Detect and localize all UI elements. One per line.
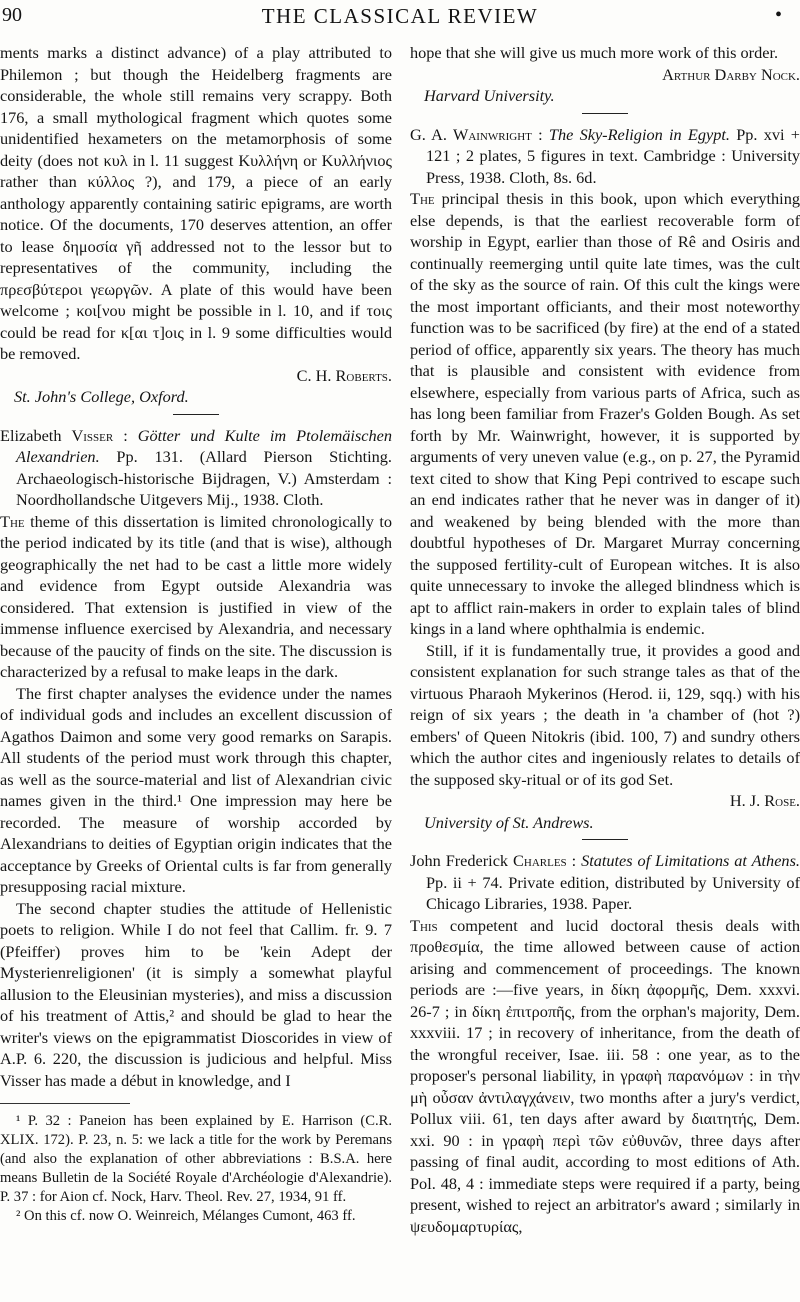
paragraph-text: competent and lucid doctoral thesis deals with προθεσμία, the time allowed between cause of action arising and commencement of proceedings. The known periods are :—five years, in δίκη ἀφορμῆς, Dem. xxxvi. 26-7 ; in δίκη ἐπιτροπῆς, from the orphan's majority, Dem. xxxviii. 17 ; in recovery of inheritance, from the death of the wrongful receiver, Isae. iii. 58 : one year, as to the proposer's personal liability, in γραφὴ παρανόμων : in τὴν μὴ οὖσαν ἀντιλαγχάνειν, two months after a jury's verdict, Pollux viii. 61, ten days after award by διαιτητής, Dem. xxi. 90 : in γραφὴ περὶ τῶν εὐθυνῶν, three days after passing of final audit, according to most editions of Ath. Pol. 48, 4 : immediate steps were required if a party, being present, wished to reject an arbitrator's award ; similarly in ψευδομαρτυρίας, <box>410 915 800 1236</box>
paragraph-first-chapter: The first chapter analyses the evidence under the names of individual gods and includes an excellent discussion of Agathos Daimon and some very good remarks on Sarapis. All students of the period must work through this chapter, as well as the source-material and list of Alexandrian civic names given in the third.¹ One impression may here be recorded. The measure of worship accorded by Alexandrians to deities of Egyptian origin indicates that the acceptance by Greeks of Oriental cults is far from generally presupposing racial mixture. <box>0 683 392 896</box>
review-author-first: Elizabeth <box>0 425 62 445</box>
affiliation-harvard: Harvard University. <box>424 86 555 105</box>
section-divider <box>582 839 628 840</box>
footnote-divider <box>0 1103 130 1104</box>
affiliation-st-andrews: University of St. Andrews. <box>424 812 594 832</box>
review-title: Götter und Kulte im Ptolemäischen Alexandrien. <box>16 425 392 466</box>
right-column <box>410 42 800 1237</box>
affiliation-st-johns: St. John's College, Oxford. <box>14 387 189 406</box>
signature-nock: Arthur Darby Nock. <box>662 64 800 84</box>
lead-word: The <box>0 511 25 531</box>
signature-rose: H. J. Rose. <box>729 791 800 810</box>
paragraph-still: Still, if it is fundamentally true, it provides a good and consistent explanation for such strange tales as that of the virtuous Pharaoh Mykerinos (Herod. ii, 129, sqq.) with his reign of six years ; the death in 'a chamber of (hot ?) embers' of Queen Nitokris (ibid. 100, 7) and sundry others which the author cites and ingeniously relates to details of the supposed sky-ritual or of its god Set. <box>410 640 800 789</box>
review-publication: Pp. ii + 74. Private edition, distributed by University of Chicago Libraries, 1938. Paper. <box>426 872 800 913</box>
review-title: Statutes of Limitations at Athens. <box>581 851 800 870</box>
review-publication: Pp. xvi + 121 ; 2 plates, 5 figures in text. Cambridge : University Press, 1938. Cloth, 8s. 6d. <box>426 124 800 187</box>
review-author-last: Charles <box>513 851 567 870</box>
footnote-1: ¹ P. 32 : Paneion has been explained by E. Harrison (C.R. XLIX. 172). P. 23, n. 5: we lack a title for the work by Peremans (and also the explanation of other abbreviations : B.S.A. here means Bulletin de la Société Royale d'Archéologie d'Alexandrie). P. 37 : for Aion cf. Nock, Harv. Theol. Rev. 27, 1934, 91 ff. <box>0 1113 392 1205</box>
paragraph-text: principal thesis in this book, upon which everything else depends, is that the earliest recoverable form of worship in Egypt, earlier than those of Rê and Osiris and continually reemerging until quite late times, was the cult of the sky as the source of rain. Of this cult the kings were the most important officiants, and their most noteworthy function was to be sacrificed (by fire) at the end of a stated period of office, apparently six years. The theory has much that is plausible and consistent with evidence from elsewhere, especially from various parts of Africa, such as has long been familiar from Frazer's Golden Bough. As set forth by Mr. Wainwright, however, it is supported by arguments of very uneven value (e.g., on p. 27, the Pyramid text cited to show that King Pepi contrived to escape such an end indicates rather that he never was in danger of it) and weakened by being blended with the more than doubtful hypotheses of Dr. Margaret Murray concerning the supposed fertility-cult of European witches. It is also quite unnecessary to invoke the alleged blindness which is apt to afflict rain-makers in order to explain tales of blind kings in a land where ophthalmia is endemic. <box>410 189 800 638</box>
review-publication: Pp. 131. (Allard Pierson Stichting. Archaeologisch-historische Bijdragen, V.) Amsterdam : Noordhollandsche Uitgevers Mij., 1938. Cloth. <box>16 447 392 509</box>
paragraph-continuation-right: hope that she will give us much more work of this order. <box>410 43 779 62</box>
page-header <box>0 4 800 34</box>
lead-word: This <box>410 915 438 935</box>
header-dot: • <box>774 4 782 26</box>
review-author-first: John Frederick <box>410 851 509 870</box>
paragraph-text: theme of this dissertation is limited chronologically to the period indicated by its title (and that is wise), although geographically the net had to be cast a little more widely and evidence from Egypt outside Alexandria was considered. That extension is justified in view of the immense influence exercised by Alexandria, and necessary because of the paucity of finds on the site. The discussion is characterized by a refusal to make leaps in the dark. <box>0 511 392 681</box>
footnotes <box>0 1112 392 1226</box>
section-divider <box>173 414 219 415</box>
lead-word: The <box>410 189 435 208</box>
paragraph-continuation: ments marks a distinct advance) of a play attributed to Philemon ; but though the Heidelberg fragments are considerable, the whole still remains very scrappy. Both 176, a small mythological fragment which quotes some unidentified hexameters on the metamorphosis of some deity (does not κυλ in l. 11 suggest Κυλλήνη or Κυλλήνιος rather than κύλλος ?), and 179, a piece of an early anthology apparently containing satiric epigrams, are worth notice. Of the documents, 170 deserves attention, an offer to lease δημοσία γῆ addressed not to the lessor but to representatives of the community, including the πρεσβύτεροι γεωργῶν. A plate of this would have been welcome ; κοι[νου might be possible in l. 10, and if τοις could be read for κ[αι τ]οις in l. 9 some difficulties would be removed. <box>0 43 392 363</box>
signature-roberts: C. H. Roberts. <box>296 365 392 385</box>
paragraph-second-chapter: The second chapter studies the attitude of Hellenistic poets to religion. While I do not feel that Callim. fr. 9. 7 (Pfeiffer) proves him to be 'kein Adept der Mysterienreligionen' (it is simply a somewhat playful allusion to the Eleusinian mysteries), and miss a discussion of his treatment of Attis,² and should be glad to hear the writer's views on the epigrammatist Dioscorides in view of A.P. 6. 220, the discussion is judicious and helpful. Miss Visser has made a début in knowledge, and I <box>0 898 392 1090</box>
review-heading-wainwright: G. A. Wainwright : The Sky-Religion in Egypt. Pp. xvi + 121 ; 2 plates, 5 figures in text. Cambridge : University Press, 1938. Cloth, 8s. 6d. <box>410 124 800 187</box>
paragraph-competent <box>410 915 800 1238</box>
review-author-last: Visser <box>71 425 114 445</box>
paragraph-principal-thesis <box>410 188 800 640</box>
section-divider <box>582 113 628 114</box>
footnote-2: ² On this cf. now O. Weinreich, Mélanges Cumont, 463 ff. <box>16 1208 356 1224</box>
review-title: The Sky-Religion in Egypt. <box>548 124 730 144</box>
paragraph-theme <box>0 511 392 683</box>
review-heading-visser: Elizabeth Visser : Götter und Kulte im Ptolemäischen Alexandrien. Pp. 131. (Allard Pierson Stichting. Archaeologisch-historische Bijdragen, V.) Amsterdam : Noordhollandsche Uitgevers Mij., 1938. Cloth. <box>0 425 392 509</box>
review-heading-charles: John Frederick Charles : Statutes of Limitations at Athens. Pp. ii + 74. Private edition, distributed by University of Chicago Libraries, 1938. Paper. <box>410 851 800 913</box>
page-number: 90 <box>2 4 22 26</box>
journal-title: THE CLASSICAL REVIEW <box>261 4 539 28</box>
review-author: G. A. Wainwright <box>410 124 532 144</box>
left-column <box>0 42 392 1226</box>
